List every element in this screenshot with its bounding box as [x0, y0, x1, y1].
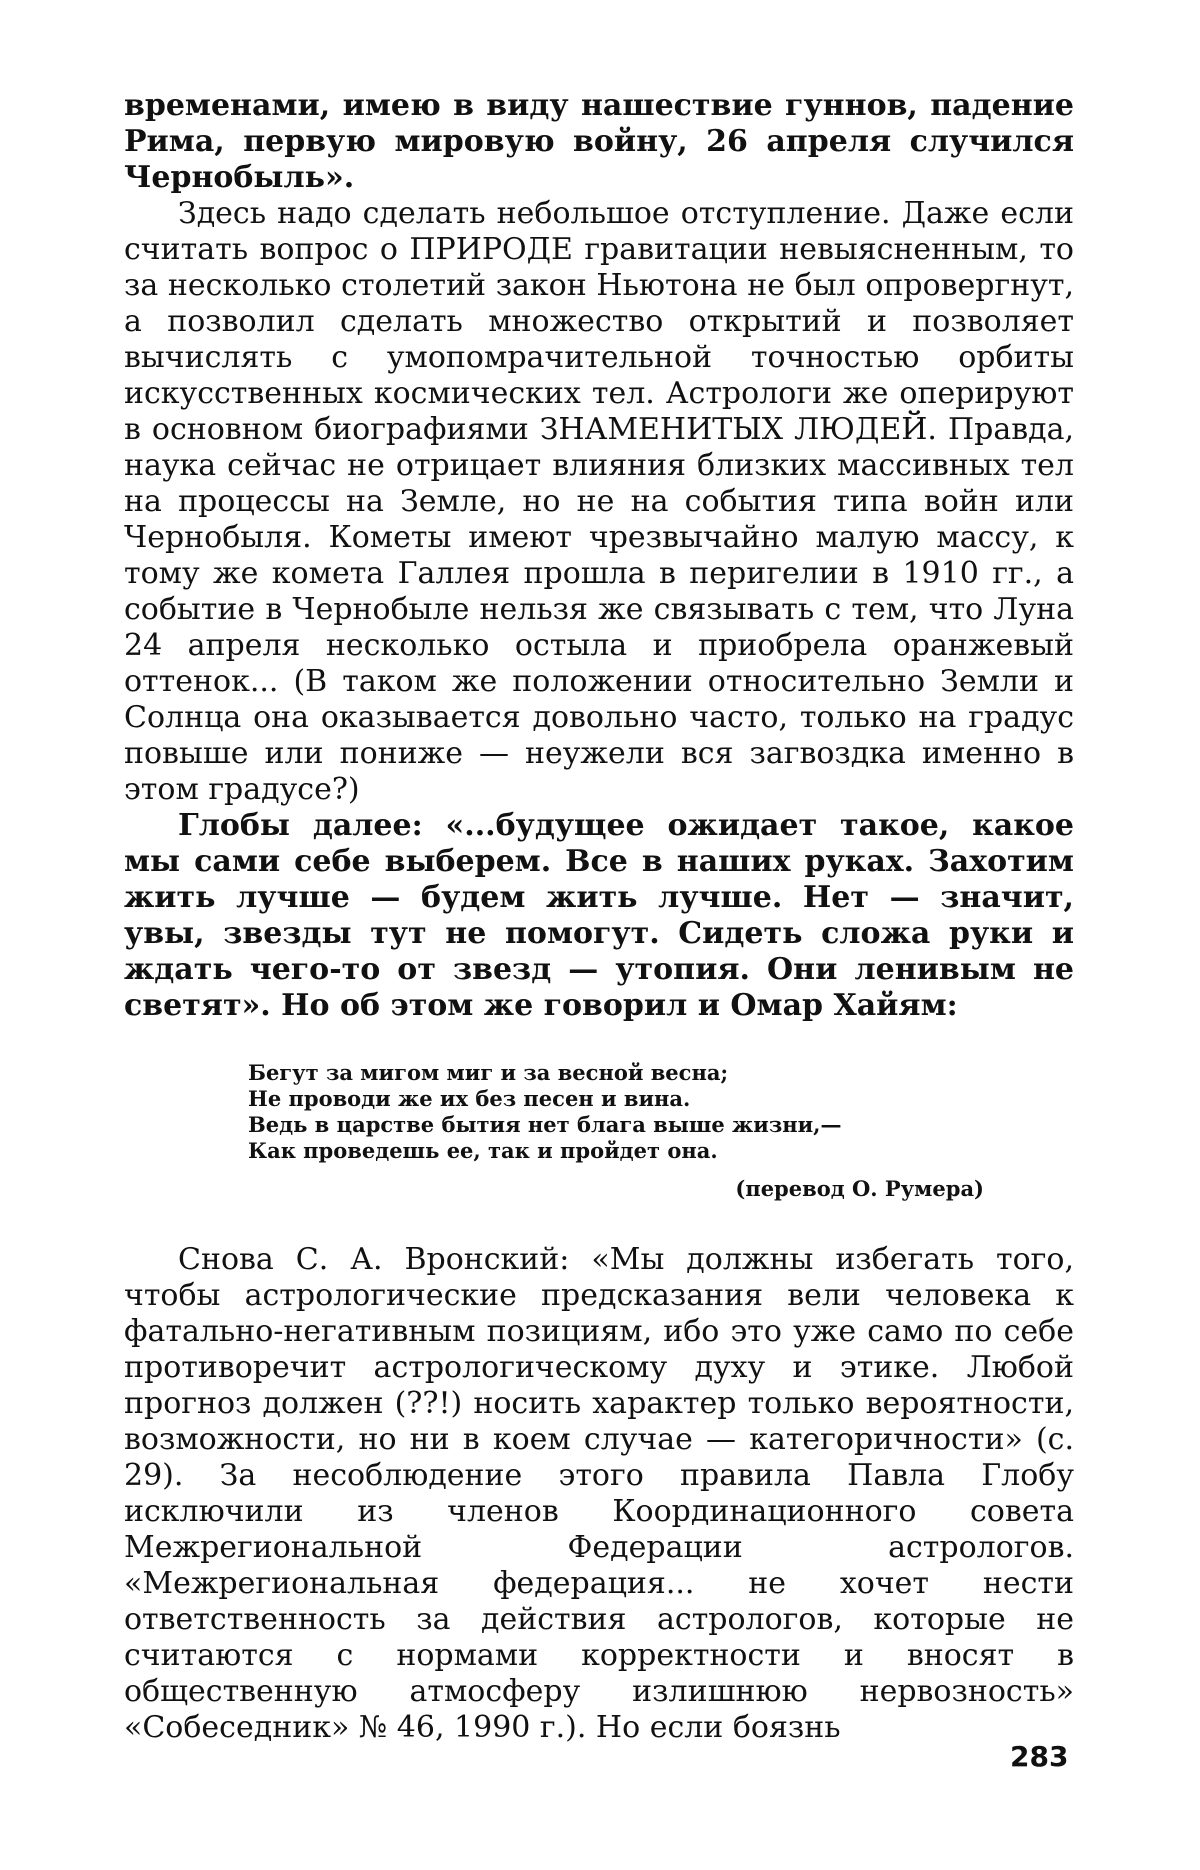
paragraph-globa-quote: Глобы далее: «...будущее ожидает такое, какое мы сами себе выберем. Все в наших руках. Захотим жить лучше — будем жить лучше. Нет — значит, увы, звезды тут не помогут. Сидеть сложа руки и ждать чего-то от звезд — утопия. Они ленивым не светят». Но об этом же говорил и Омар Хайям:	[124, 808, 1074, 1023]
poem-line: Ведь в царстве бытия нет блага выше жизни,—	[248, 1112, 842, 1137]
page-number: 283	[1010, 1740, 1069, 1773]
lower-text	[124, 1242, 1074, 1746]
poem-quote	[248, 1060, 1008, 1202]
poem-credit: (перевод О. Румера)	[735, 1176, 984, 1201]
paragraph-digression: Здесь надо сделать небольшое отступление. Даже если считать вопрос о ПРИРОДЕ гравитации невыясненным, то за несколько столетий закон Ньютона не был опровергнут, а позволил сделать множество открытий и позволяет вычислять с умопомрачительной точностью орбиты искусственных космических тел. Астрологи же оперируют в основном биографиями ЗНАМЕНИТЫХ ЛЮДЕЙ. Правда, наука сейчас не отрицает влияния близких массивных тел на процессы на Земле, но не на события типа войн или Чернобыля. Кометы имеют чрезвычайно малую массу, к тому же комета Галлея прошла в перигелии в 1910 гг., а событие в Чернобыле нельзя же связывать с тем, что Луна 24 апреля несколько остыла и приобрела оранжевый оттенок... (В таком же положении относительно Земли и Солнца она оказывается довольно часто, только на градус повыше или пониже — неужели вся загвоздка именно в этом градусе?)	[124, 196, 1074, 807]
poem-line: Бегут за мигом миг и за весной весна;	[248, 1060, 729, 1085]
poem-line: Не проводи же их без песен и вина.	[248, 1086, 691, 1111]
paragraph-continuation: временами, имею в виду нашествие гуннов, падение Рима, первую мировую войну, 26 апреля случился Чернобыль».	[124, 88, 1074, 195]
upper-text	[124, 88, 1074, 1024]
poem-line: Как проведешь ее, так и пройдет она.	[248, 1138, 718, 1163]
paragraph-vronsky: Снова С. А. Вронский: «Мы должны избегать того, чтобы астрологические предсказания вели человека к фатально-негативным позициям, ибо это уже само по себе противоречит астрологическому духу и этике. Любой прогноз должен (??!) носить характер только вероятности, возможности, но ни в коем случае — категоричности» (с. 29). За несоблюдение этого правила Павла Глобу исключили из членов Координационного совета Межрегиональной Федерации астрологов. «Межрегиональная федерация... не хочет нести ответственность за действия астрологов, которые не считаются с нормами корректности и вносят в общественную атмосферу излишнюю нервозность» «Собеседник» № 46, 1990 г.). Но если боязнь	[124, 1242, 1074, 1745]
